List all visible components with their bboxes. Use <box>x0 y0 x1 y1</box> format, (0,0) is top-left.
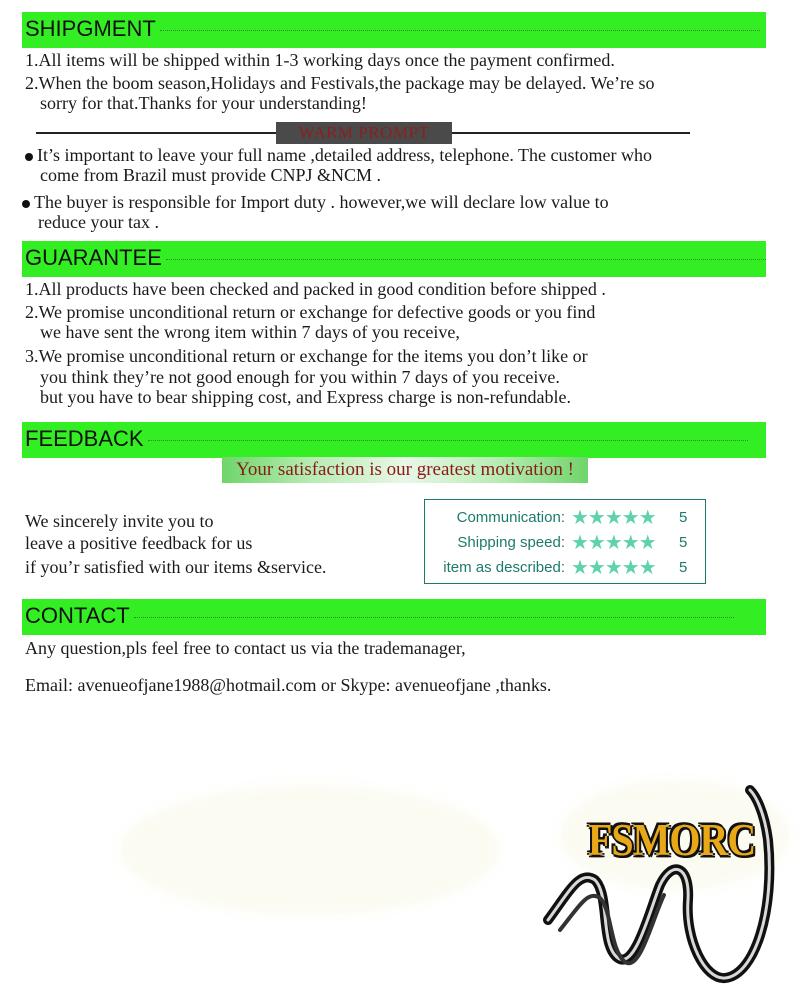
contact-line-2: Email: avenueofjane1988@hotmail.com or Skype: avenueofjane ,thanks. <box>25 675 552 695</box>
rating-value: 5 <box>679 509 688 526</box>
rating-panel <box>424 499 706 584</box>
rating-label: Shipping speed: <box>457 534 565 551</box>
shipment-title: SHIPGMENT <box>25 16 760 41</box>
rating-row-communication <box>425 507 705 529</box>
star-rating-icon: ★★★★★ <box>571 507 656 529</box>
guarantee-line-3: we have sent the wrong item within 7 days of you receive, <box>40 322 460 342</box>
shipment-line-2: 2.When the boom season,Holidays and Festivals,the package may be delayed. We’re so <box>25 73 655 93</box>
contact-header <box>22 599 766 635</box>
shipment-line-1: 1.All items will be shipped within 1-3 working days once the payment confirmed. <box>25 50 615 70</box>
bullet-icon <box>22 200 30 208</box>
prompt-line-4: reduce your tax . <box>38 212 159 232</box>
star-rating-icon: ★★★★★ <box>571 532 656 554</box>
rating-value: 5 <box>679 534 688 551</box>
rating-value: 5 <box>679 559 688 576</box>
invite-line-1: We sincerely invite you to <box>25 511 214 531</box>
feedback-header <box>22 422 766 458</box>
feedback-title: FEEDBACK <box>25 426 748 451</box>
warm-prompt-label: WARM PROMPT <box>276 122 452 144</box>
logo-background <box>120 785 500 915</box>
prompt-item-2 <box>22 192 609 213</box>
prompt-item-1 <box>25 145 652 166</box>
shipment-line-3: sorry for that.Thanks for your understanding! <box>40 93 367 113</box>
guarantee-header <box>22 241 766 277</box>
guarantee-line-5: you think they’re not good enough for you within 7 days of you receive. <box>40 367 560 387</box>
contact-line-1: Any question,pls feel free to contact us via the trademanager, <box>25 638 466 658</box>
guarantee-title: GUARANTEE <box>25 245 766 270</box>
invite-line-3: if you’r satisfied with our items &service. <box>25 557 327 577</box>
prompt-rule-right <box>452 132 690 134</box>
motivation-banner: Your satisfaction is our greatest motivation ! <box>222 457 588 483</box>
guarantee-line-4: 3.We promise unconditional return or exchange for the items you don’t like or <box>25 346 588 366</box>
guarantee-line-1: 1.All products have been checked and packed in good condition before shipped . <box>25 279 606 299</box>
prompt-line-1: It’s important to leave your full name ,detailed address, telephone. The customer who <box>37 145 652 165</box>
star-rating-icon: ★★★★★ <box>571 557 656 579</box>
invite-line-2: leave a positive feedback for us <box>25 533 253 553</box>
prompt-line-2: come from Brazil must provide CNPJ &NCM . <box>40 165 381 185</box>
guarantee-line-6: but you have to bear shipping cost, and Express charge is non-refundable. <box>40 387 572 407</box>
guarantee-line-2: 2.We promise unconditional return or exchange for defective goods or you find <box>25 302 596 322</box>
rating-label: Communication: <box>456 509 565 526</box>
prompt-rule-left <box>36 132 276 134</box>
rating-row-item-as-described <box>425 557 705 579</box>
brand-logo-text: FSMORC <box>588 813 756 866</box>
rating-label: item as described: <box>443 559 565 576</box>
shipment-header <box>22 12 766 48</box>
rating-row-shipping-speed <box>425 532 705 554</box>
prompt-line-3: The buyer is responsible for Import duty . however,we will declare low value to <box>34 192 609 212</box>
contact-title: CONTACT <box>25 603 734 628</box>
bullet-icon <box>25 153 33 161</box>
